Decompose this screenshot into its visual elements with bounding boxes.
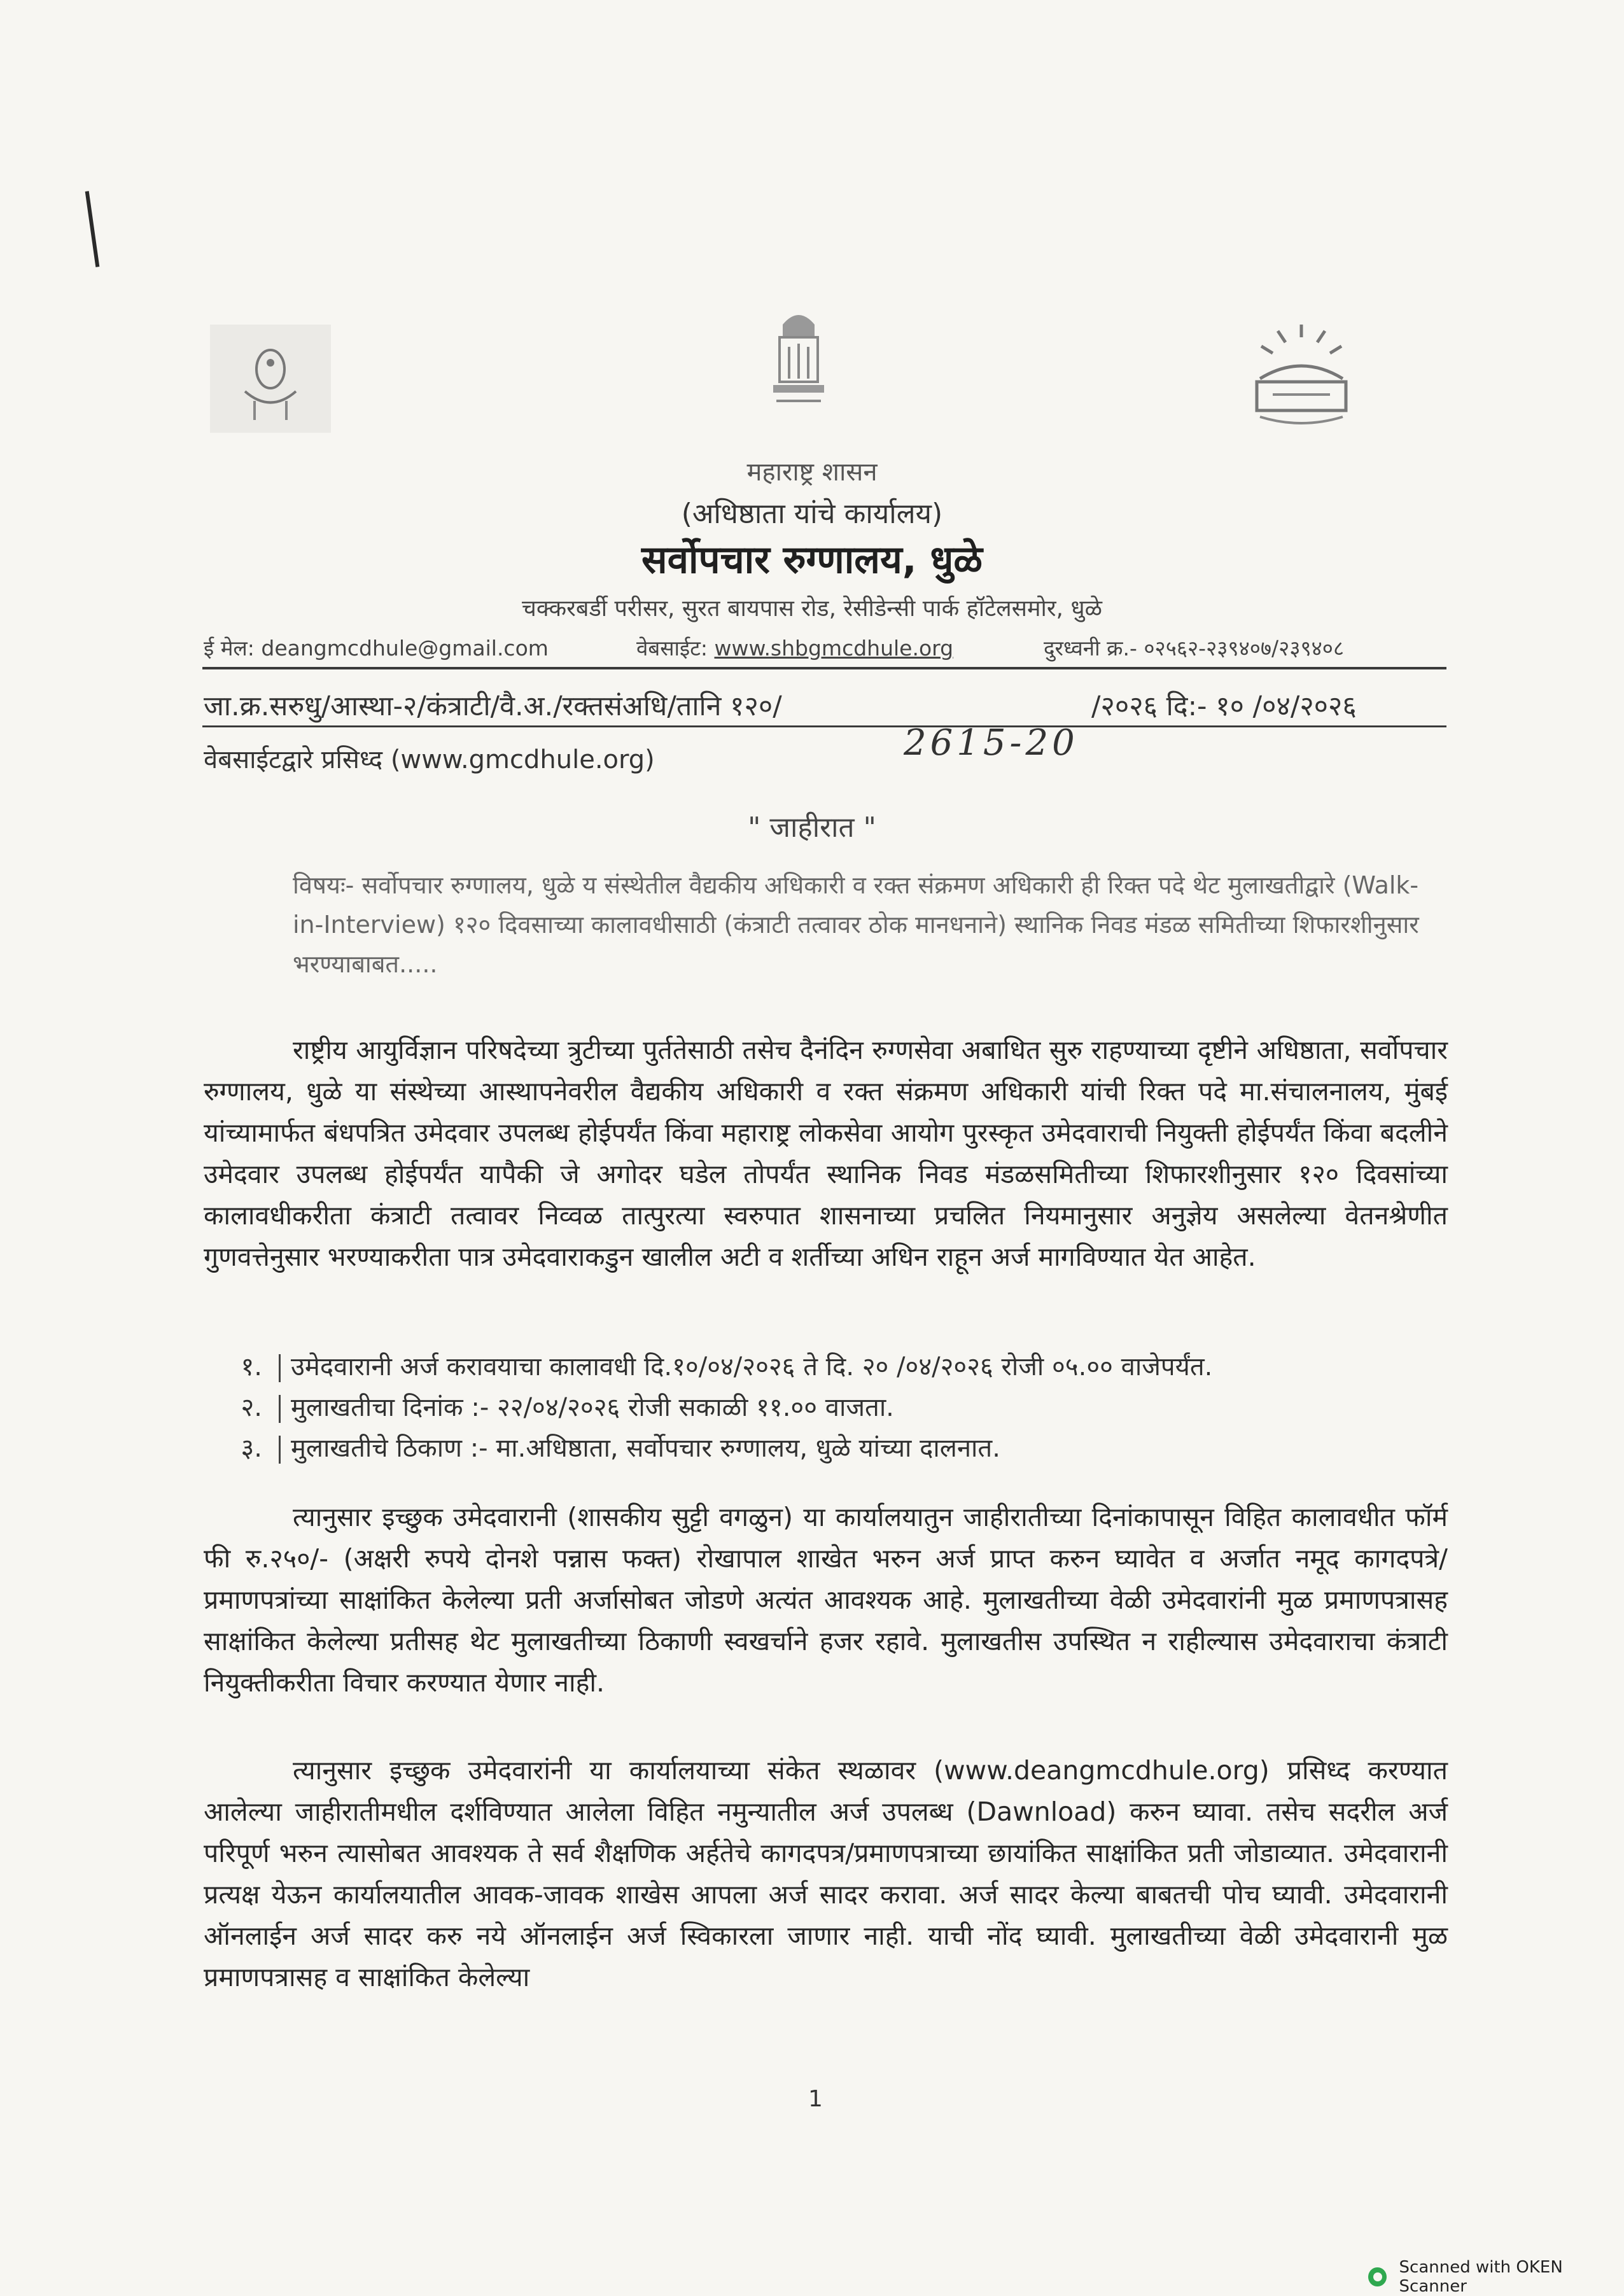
list-item-text: मुलाखतीचे ठिकाण :- मा.अधिष्ठाता, सर्वोपचार रुग्णालय, धुळे यांच्या दालनात. — [291, 1434, 1000, 1463]
email-label: ई मेल: — [204, 636, 255, 661]
phone-value: ०२५६२-२३९४०७/२३९४०८ — [1144, 636, 1345, 661]
phone-label: दुरध्वनी क्र.- — [1044, 636, 1137, 661]
list-item-number: १. — [241, 1352, 262, 1382]
list-item-number: २. — [241, 1393, 262, 1422]
notice-title: " जाहीरात " — [748, 811, 876, 844]
website-publication-note: वेबसाईटद्वारे प्रसिध्द (www.gmcdhule.org) — [204, 745, 655, 774]
header-rule-bottom — [202, 725, 1446, 727]
hospital-address: चक्करबर्डी परीसर, सुरत बायपास रोड, रेसीडेन्सी पार्क हॉटेलसमोर, धुळे — [522, 596, 1102, 622]
website-block — [636, 633, 953, 662]
list-item — [191, 1389, 1451, 1429]
college-seal-right — [1222, 318, 1381, 433]
schedule-list — [191, 1348, 1451, 1470]
reference-date: /२०२६ दि:- १० /०४/२०२६ — [1091, 690, 1357, 722]
hospital-logo-left — [210, 325, 331, 433]
email-block — [204, 633, 549, 662]
notice-subject: विषयः- सर्वोपचार रुग्णालय, धुळे य संस्थेतील वैद्यकीय अधिकारी व रक्त संक्रमण अधिकारी ही रिक्त पदे थेट मुलाखतीद्वारे (Walk-in-Interview) १२० दिवसाच्या कालावधीसाठी (कंत्राटी तत्वावर ठोक मानधनाने) स्थानिक निवड मंडळ समितीच्या शिफारशीनुसार भरण्याबाबत..... — [293, 871, 1419, 978]
list-item-divider — [279, 1395, 281, 1423]
scanner-watermark — [1368, 2258, 1624, 2296]
scanner-watermark-text: Scanned with OKEN Scanner — [1399, 2258, 1563, 2296]
scanner-logo-icon — [1368, 2267, 1387, 2286]
govt-name: महाराष्ट्र शासन — [746, 458, 878, 487]
email-value: deangmcdhule@gmail.com — [261, 636, 549, 661]
list-item-number: ३. — [241, 1434, 262, 1463]
hospital-name: सर्वोपचार रुग्णालय, धुळे — [641, 538, 983, 582]
paragraph-form-fee: त्यानुसार इच्छुक उमेदवारानी (शासकीय सुट्टी वगळुन) या कार्यालयातुन जाहीरातीच्या दिनांकापासून विहित कालावधीत फॉर्म फी रु.२५०/- (अक्षरी रुपये दोनशे पन्नास फक्त) रोखापाल शाखेत भरुन अर्ज प्राप्त करुन घ्यावेत व अर्जात नमूद कागदपत्रे/प्रमाणपत्रांच्या साक्षांकित केलेल्या प्रती अर्जासोबत जोडणे अत्यंत आवश्यक आहे. मुलाखतीच्या वेळी उमेदवारांनी मुळ प्रमाणपत्रासह साक्षांकित केलेल्या प्रतीसह थेट मुलाखतीच्या ठिकाणी स्वखर्चाने हजर रहावे. मुलाखतीस उपस्थित न राहील्यास उमेदवाराचा कंत्राटी नियुक्तीकरीता विचार करण्यात येणार नाही. — [204, 1502, 1448, 1698]
list-item — [191, 1348, 1451, 1389]
page-number: 1 — [808, 2086, 823, 2112]
state-emblem — [754, 299, 843, 420]
handwritten-inward-number: 2615-20 — [904, 722, 1079, 764]
office-name: (अधिष्ठाता यांचे कार्यालय) — [681, 498, 943, 530]
header-rule-top — [202, 667, 1446, 669]
list-item — [191, 1429, 1451, 1470]
list-item-divider — [279, 1354, 281, 1382]
website-label: वेबसाईट: — [636, 636, 708, 661]
paragraph-online-download: त्यानुसार इच्छुक उमेदवारांनी या कार्यालयाच्या संकेत स्थळावर (www.deangmcdhule.org) प्रसिध्द करण्यात आलेल्या जाहीरातीमधील दर्शविण्यात आलेला विहित नमुन्यातील अर्ज उपलब्ध (Dawnload) करुन घ्यावा. तसेच सदरील अर्ज परिपूर्ण भरुन त्यासोबत आवश्यक ते सर्व शैक्षणिक अर्हतेचे कागदपत्र/प्रमाणपत्राच्या छायांकित साक्षांकित प्रती जोडाव्यात. उमेदवारानी प्रत्यक्ष येऊन कार्यालयातील आवक-जावक शाखेस आपला अर्ज सादर करावा. अर्ज सादर केल्या बाबतची पोच घ्यावी. उमेदवारानी ऑनलाईन अर्ज सादर करु नये ऑनलाईन अर्ज स्विकारला जाणार नाही. याची नोंद घ्यावी. मुलाखतीच्या वेळी उमेदवारानी मुळ प्रमाणपत्रासह व साक्षांकित केलेल्या — [204, 1755, 1448, 1992]
paragraph-intro: राष्ट्रीय आयुर्विज्ञान परिषदेच्या त्रुटीच्या पुर्ततेसाठी तसेच दैनंदिन रुग्णसेवा अबाधित सुरु राहण्याच्या दृष्टीने अधिष्ठाता, सर्वोपचार रुग्णालय, धुळे या संस्थेच्या आस्थापनेवरील वैद्यकीय अधिकारी व रक्त संक्रमण अधिकारी यांची रिक्त पदे मा.संचालनालय, मुंबई यांच्यामार्फत बंधपत्रित उमेदवार उपलब्ध होईपर्यंत किंवा महाराष्ट्र लोकसेवा आयोग पुरस्कृत उमेदवाराची नियुक्ती होईपर्यंत किंवा बदलीने उमेदवार उपलब्ध होईपर्यंत यापैकी जे अगोदर घडेल तोपर्यंत स्थानिक निवड मंडळसमितीच्या शिफारशीनुसार १२० दिवसांच्या कालावधीकरीता कंत्राटी तत्वावर निव्वळ तात्पुरत्या स्वरुपात शासनाच्या प्रचलित नियमानुसार अनुज्ञेय असलेल्या वेतनश्रेणीत गुणवत्तेनुसार भरण्याकरीता पात्र उमेदवाराकडुन खालील अटी व शर्तीच्या अधिन राहून अर्ज मागविण्यात येत आहेत. — [204, 1035, 1448, 1272]
list-item-text: मुलाखतीचा दिनांक :- २२/०४/२०२६ रोजी सकाळी ११.०० वाजता. — [291, 1393, 894, 1422]
website-value: www.shbgmcdhule.org — [714, 636, 954, 661]
list-item-text: उमेदवारानी अर्ज करावयाचा कालावधी दि.१०/०४/२०२६ ते दि. २० /०४/२०२६ रोजी ०५.०० वाजेपर्यंत. — [291, 1352, 1213, 1382]
phone-block — [1044, 633, 1344, 662]
margin-pen-mark — [85, 191, 100, 267]
reference-number: जा.क्र.सरुधु/आस्था-२/कंत्राटी/वै.अ./रक्तसंअधि/तानि १२०/ — [204, 690, 782, 722]
list-item-divider — [279, 1436, 281, 1464]
